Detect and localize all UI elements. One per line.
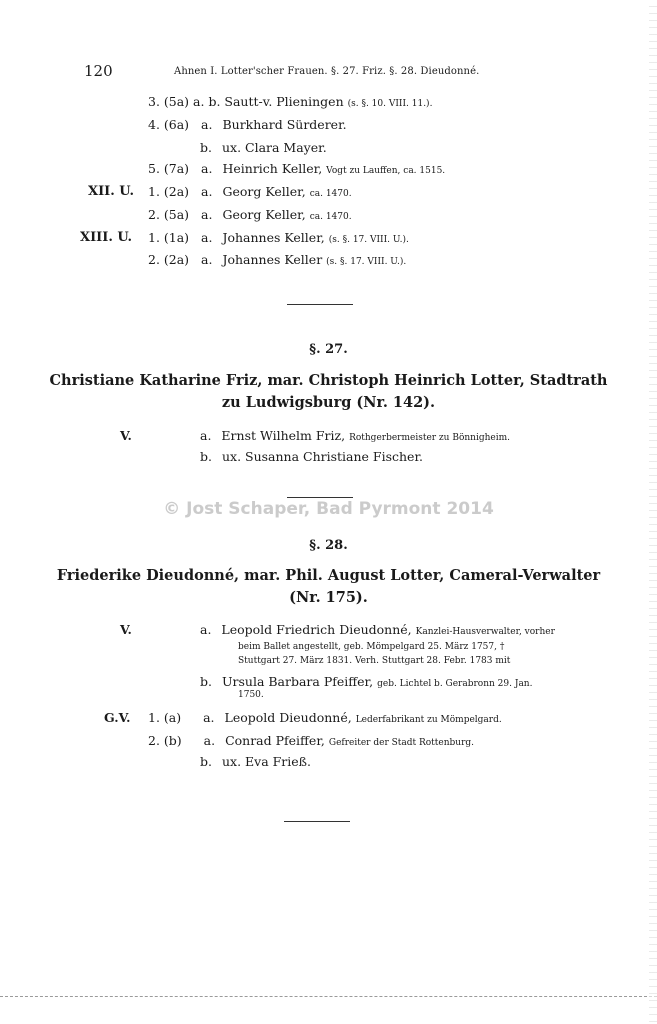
copyright-watermark: © Jost Schaper, Bad Pyrmont 2014 [163,499,494,519]
section-28-mark: §. 28. [309,538,348,553]
list-item: 2. (5a) a. Georg Keller, ca. 1470. [148,207,352,222]
scan-edge-line [0,996,657,997]
section-27-title-line2: zu Ludwigsburg (Nr. 142). [221,394,436,411]
generation-label: V. [120,622,132,637]
section-27-mark: §. 27. [309,342,348,357]
list-item: b. Ursula Barbara Pfeiffer, geb. Lichtel b. Gerabronn 29. Jan. [200,674,533,689]
list-item: 2. (2a) a. Johannes Keller (s. §. 17. VIII. U.). [148,252,407,267]
list-item-detail: 1750. [238,690,264,700]
list-item: 1. (a) a. Leopold Dieudonné, Lederfabrikant zu Mömpelgard. [148,710,502,725]
list-item: 1. (2a) a. Georg Keller, ca. 1470. [148,184,352,199]
section-27-title-line1: Christiane Katharine Friz, mar. Christoph Heinrich Lotter, Stadtrath [49,372,608,389]
list-item: a. Leopold Friedrich Dieudonné, Kanzlei-Hausverwalter, vorher [200,622,555,637]
generation-label: XIII. U. [80,230,133,245]
list-item: b. ux. Susanna Christiane Fischer. [200,449,424,464]
section-divider [287,497,353,498]
generation-label: XII. U. [88,184,134,199]
list-item: 2. (b) a. Conrad Pfeiffer, Gefreiter der Stadt Rottenburg. [148,733,475,748]
list-item: 4. (6a) a. Burkhard Sürderer. [148,117,347,132]
generation-label: V. [120,428,132,443]
list-item: 5. (7a) a. Heinrich Keller, Vogt zu Lauffen, ca. 1515. [148,161,446,176]
running-header: Ahnen I. Lotter'scher Frauen. §. 27. Friz. §. 28. Dieudonné. [174,66,480,77]
list-item: a. Ernst Wilhelm Friz, Rothgerbermeister zu Bönnigheim. [200,428,510,443]
generation-label: G.V. [104,710,131,725]
list-item-detail: beim Ballet angestellt, geb. Mömpelgard 25. März 1757, † [238,642,505,652]
section-divider [287,304,353,305]
page-number: 120 [84,62,113,80]
list-item-detail: Stuttgart 27. März 1831. Verh. Stuttgart 28. Febr. 1783 mit [238,656,511,666]
list-item: b. ux. Eva Frieß. [200,754,311,769]
list-item: 3. (5a) a. b. Sautt-v. Plieningen (s. §. 10. VIII. 11.). [148,94,433,109]
scan-page-edge [649,0,657,1024]
list-item: b. ux. Clara Mayer. [200,140,327,155]
list-item: 1. (1a) a. Johannes Keller, (s. §. 17. VIII. U.). [148,230,409,245]
section-28-title-line1: Friederike Dieudonné, mar. Phil. August Lotter, Cameral-Verwalter [56,567,601,584]
section-divider [284,821,350,822]
section-28-title-line2: (Nr. 175). [289,589,368,606]
